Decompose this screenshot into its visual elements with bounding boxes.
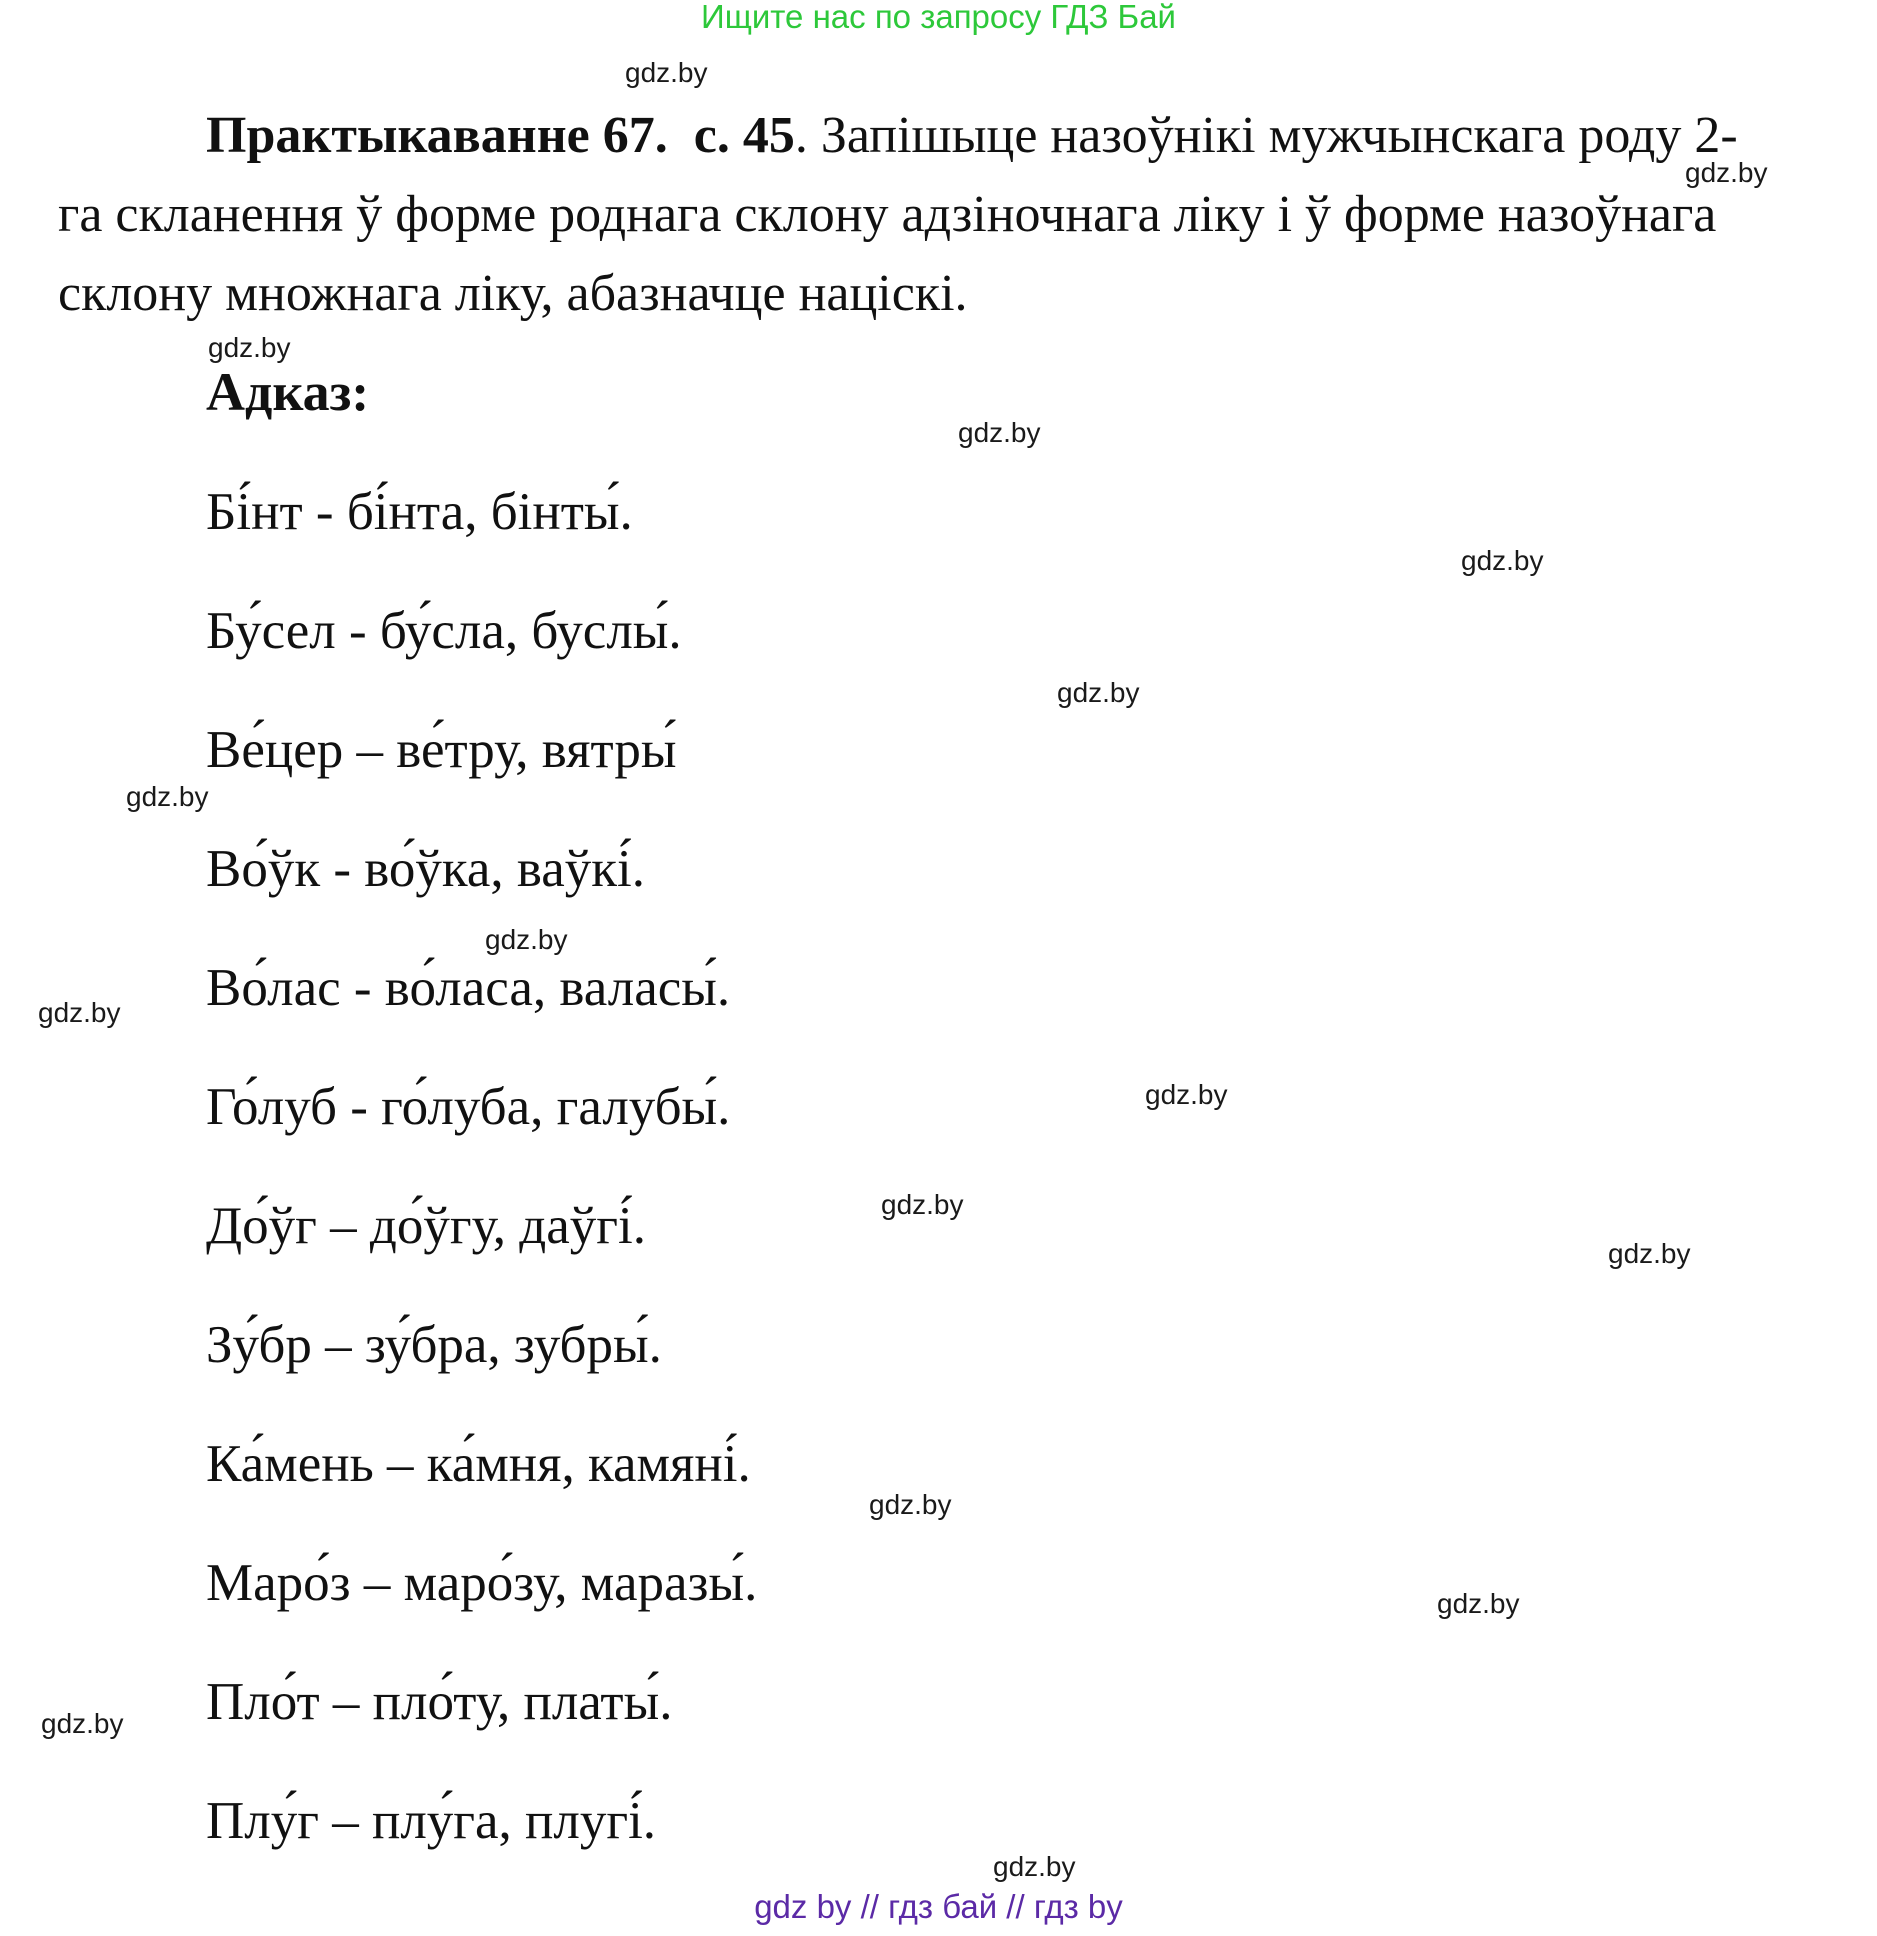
watermark: gdz.by — [126, 781, 209, 812]
watermark: gdz.by — [485, 924, 568, 955]
answer-label: Адказ: — [206, 362, 370, 422]
answer-item: Во́ўк - во́ўка, ваўкі́. — [206, 840, 645, 898]
answer-item: Пло́т – пло́ту, платы́. — [206, 1673, 673, 1731]
watermark: gdz.by — [1608, 1238, 1691, 1269]
answer-item: Маро́з – маро́зу, маразы́. — [206, 1554, 758, 1612]
watermark: gdz.by — [1437, 1588, 1520, 1619]
watermark: gdz.by — [208, 332, 291, 363]
answer-item: Бі́нт - бі́нта, бінты́. — [206, 483, 633, 541]
answer-item: Ве́цер – ве́тру, вятры́ — [206, 721, 677, 779]
answer-item: Зу́бр – зу́бра, зубры́. — [206, 1316, 662, 1374]
watermark: gdz.by — [1461, 545, 1544, 576]
watermark: gdz.by — [881, 1189, 964, 1220]
answer-item: Во́лас - во́ласа, валасы́. — [206, 959, 731, 1017]
watermark: gdz.by — [869, 1489, 952, 1520]
answer-item: Ка́мень – ка́мня, камяні́. — [206, 1435, 751, 1493]
answer-item: До́ўг – до́ўгу, даўгі́. — [206, 1197, 646, 1255]
watermark: gdz.by — [1685, 157, 1768, 188]
answer-item: Го́луб - го́луба, галубы́. — [206, 1078, 731, 1136]
watermark: gdz.by — [993, 1851, 1076, 1882]
answer-item: Бу́сел - бу́сла, буслы́. — [206, 602, 682, 660]
watermark: gdz.by — [1057, 677, 1140, 708]
task-title: Практыкаванне 67. — [206, 107, 668, 164]
task-statement — [58, 96, 1768, 333]
watermark: gdz.by — [1145, 1079, 1228, 1110]
watermark: gdz.by — [625, 57, 708, 88]
search-banner[interactable]: Ищите нас по запросу ГДЗ Бай — [701, 0, 1176, 35]
answer-item: Плу́г – плу́га, плугі́. — [206, 1792, 657, 1850]
watermark: gdz.by — [958, 417, 1041, 448]
answer-list — [206, 482, 757, 1910]
watermark: gdz.by — [41, 1708, 124, 1739]
task-text: . Запішыце назоўнікі мужчынскага роду 2-га скланення ў форме роднага склону адзіночнага ліку і ў форме назоўнага склону множнага ліку, абазначце націскі. — [58, 107, 1738, 322]
task-page: с. 45 — [693, 107, 795, 164]
footer-links[interactable]: gdz by // гдз бай // гдз by — [754, 1888, 1123, 1925]
watermark: gdz.by — [38, 997, 121, 1028]
